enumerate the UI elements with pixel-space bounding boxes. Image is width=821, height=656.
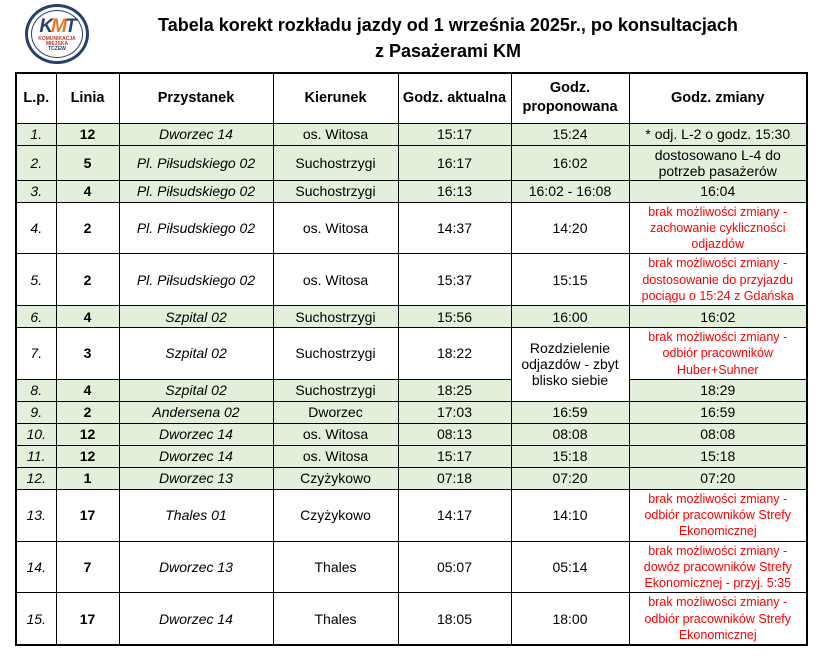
cell-linia: 2 [56,202,119,254]
timetable-body [16,123,807,645]
cell-kierunek: Suchostrzygi [273,180,398,202]
cell-proponowana: 08:08 [511,423,629,445]
cell-lp: 11. [16,445,56,467]
logo-text-tczew: TCZEW [48,45,66,52]
page-title-line2: z Pasażerami KM [374,41,522,62]
logo-text-miejska: MIEJSKA [45,40,69,47]
page-title-line1: Tabela korekt rozkładu jazdy od 1 września 2025r., po konsultacjach [158,15,738,35]
header-przystanek: Przystanek [119,73,273,123]
table-row [16,123,807,145]
cell-przystanek: Szpital 02 [119,328,273,380]
cell-lp: 8. [16,379,56,401]
table-row [16,379,807,401]
cell-przystanek: Dworzec 13 [119,541,273,593]
cell-aktualna: 17:03 [398,401,511,423]
cell-zmiany: 08:08 [629,423,807,445]
cell-kierunek: Czyżykowo [273,489,398,541]
cell-przystanek: Dworzec 14 [119,593,273,645]
cell-lp: 2. [16,145,56,180]
cell-zmiany: 15:18 [629,445,807,467]
cell-aktualna: 18:22 [398,328,511,380]
page-header [0,0,821,72]
cell-lp: 15. [16,593,56,645]
cell-linia: 7 [56,541,119,593]
table-row [16,445,807,467]
cell-linia: 12 [56,445,119,467]
cell-proponowana: 14:20 [511,202,629,254]
cell-lp: 3. [16,180,56,202]
cell-linia: 12 [56,123,119,145]
cell-przystanek: Andersena 02 [119,401,273,423]
cell-proponowana: 15:24 [511,123,629,145]
cell-lp: 1. [16,123,56,145]
cell-przystanek: Pl. Piłsudskiego 02 [119,254,273,306]
logo-letter-m: M [51,15,65,37]
cell-proponowana: 16:02 [511,145,629,180]
cell-lp: 6. [16,306,56,328]
cell-przystanek: Dworzec 13 [119,467,273,489]
cell-aktualna: 15:17 [398,445,511,467]
cell-zmiany: * odj. L-2 o godz. 15:30 [629,123,807,145]
logo-text-komunikacja: KOMUNIKACJA [38,35,76,42]
logo-letter-t: T [64,15,75,37]
cell-linia: 17 [56,593,119,645]
cell-lp: 7. [16,328,56,380]
cell-aktualna: 15:56 [398,306,511,328]
table-row [16,541,807,593]
cell-kierunek: os. Witosa [273,445,398,467]
cell-aktualna: 16:17 [398,145,511,180]
timetable-corrections-table [15,72,808,646]
cell-kierunek: Suchostrzygi [273,379,398,401]
cell-lp: 12. [16,467,56,489]
cell-proponowana: 14:10 [511,489,629,541]
cell-aktualna: 18:25 [398,379,511,401]
cell-zmiany: brak możliwości zmiany - zachowanie cykliczności odjazdów [629,202,807,254]
cell-aktualna: 15:17 [398,123,511,145]
cell-kierunek: Dworzec [273,401,398,423]
cell-lp: 4. [16,202,56,254]
table-row [16,180,807,202]
cell-aktualna: 05:07 [398,541,511,593]
cell-zmiany: brak możliwości zmiany - odbiór pracowników Strefy Ekonomicznej [629,593,807,645]
cell-proponowana: 18:00 [511,593,629,645]
cell-zmiany: brak możliwości zmiany - odbiór pracowników Strefy Ekonomicznej [629,489,807,541]
header-linia: Linia [56,73,119,123]
cell-zmiany: brak możliwości zmiany - dostosowanie do przyjazdu pociągu o 15:24 z Gdańska [629,254,807,306]
header-lp: L.p. [16,73,56,123]
cell-przystanek: Dworzec 14 [119,423,273,445]
cell-linia: 17 [56,489,119,541]
cell-kierunek: Suchostrzygi [273,328,398,380]
cell-aktualna: 14:17 [398,489,511,541]
cell-przystanek: Dworzec 14 [119,445,273,467]
table-row [16,423,807,445]
cell-kierunek: Thales [273,541,398,593]
cell-linia: 1 [56,467,119,489]
cell-kierunek: Thales [273,593,398,645]
cell-aktualna: 16:13 [398,180,511,202]
table-row [16,145,807,180]
kmt-logo-inner [31,10,83,58]
table-row [16,467,807,489]
header-row [16,73,807,123]
cell-zmiany: 07:20 [629,467,807,489]
cell-lp: 13. [16,489,56,541]
cell-proponowana: Rozdzielenie odjazdów - zbyt blisko siebie [511,328,629,402]
cell-aktualna: 14:37 [398,202,511,254]
header-godz-zmiany: Godz. zmiany [629,73,807,123]
cell-kierunek: os. Witosa [273,202,398,254]
cell-przystanek: Szpital 02 [119,379,273,401]
cell-linia: 2 [56,254,119,306]
cell-zmiany: brak możliwości zmiany - odbiór pracowników Huber+Suhner [629,328,807,380]
cell-kierunek: Czyżykowo [273,467,398,489]
cell-aktualna: 15:37 [398,254,511,306]
cell-proponowana: 16:59 [511,401,629,423]
header-kierunek: Kierunek [273,73,398,123]
table-row [16,328,807,380]
table-row [16,401,807,423]
cell-przystanek: Pl. Piłsudskiego 02 [119,180,273,202]
header-godz-proponowana: Godz. proponowana [511,73,629,123]
cell-lp: 9. [16,401,56,423]
cell-linia: 2 [56,401,119,423]
cell-linia: 4 [56,379,119,401]
logo-letter-k: K [39,15,52,37]
logo-letters [39,17,74,36]
header-godz-aktualna: Godz. aktualna [398,73,511,123]
cell-proponowana: 15:15 [511,254,629,306]
table-row [16,489,807,541]
cell-linia: 5 [56,145,119,180]
table-row [16,306,807,328]
table-row [16,593,807,645]
kmt-logo-icon [25,4,89,64]
cell-kierunek: Suchostrzygi [273,306,398,328]
cell-proponowana: 16:02 - 16:08 [511,180,629,202]
cell-przystanek: Pl. Piłsudskiego 02 [119,202,273,254]
cell-przystanek: Dworzec 14 [119,123,273,145]
cell-aktualna: 07:18 [398,467,511,489]
cell-zmiany: 16:59 [629,401,807,423]
cell-kierunek: os. Witosa [273,423,398,445]
table-row [16,254,807,306]
cell-proponowana: 16:00 [511,306,629,328]
cell-zmiany: 18:29 [629,379,807,401]
cell-proponowana: 07:20 [511,467,629,489]
cell-zmiany: 16:02 [629,306,807,328]
cell-zmiany: 16:04 [629,180,807,202]
table-header [16,73,807,123]
cell-przystanek: Szpital 02 [119,306,273,328]
cell-lp: 5. [16,254,56,306]
cell-kierunek: Suchostrzygi [273,145,398,180]
cell-przystanek: Pl. Piłsudskiego 02 [119,145,273,180]
cell-lp: 14. [16,541,56,593]
cell-proponowana: 05:14 [511,541,629,593]
cell-aktualna: 18:05 [398,593,511,645]
cell-zmiany: dostosowano L-4 do potrzeb pasażerów [629,145,807,180]
cell-proponowana: 15:18 [511,445,629,467]
cell-linia: 4 [56,306,119,328]
cell-lp: 10. [16,423,56,445]
page-title [95,12,801,64]
cell-aktualna: 08:13 [398,423,511,445]
cell-linia: 4 [56,180,119,202]
table-row [16,202,807,254]
cell-linia: 12 [56,423,119,445]
cell-kierunek: os. Witosa [273,123,398,145]
cell-kierunek: os. Witosa [273,254,398,306]
cell-linia: 3 [56,328,119,380]
cell-przystanek: Thales 01 [119,489,273,541]
cell-zmiany: brak możliwości zmiany - dowóz pracowników Strefy Ekonomicznej - przyj. 5:35 [629,541,807,593]
